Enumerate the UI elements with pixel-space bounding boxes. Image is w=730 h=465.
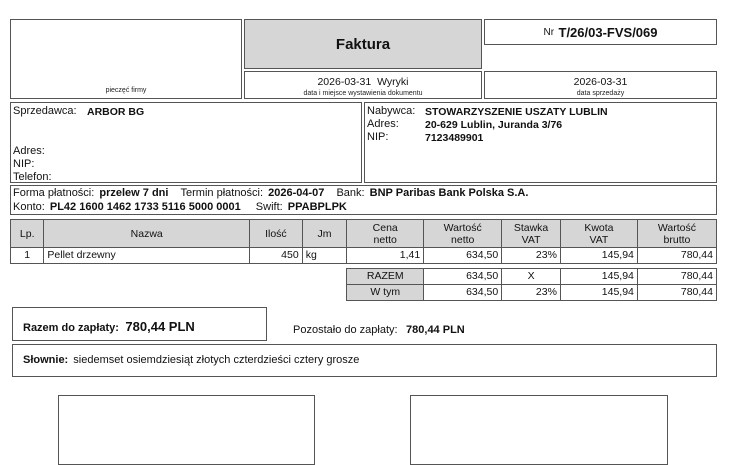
seller-label: Sprzedawca: xyxy=(13,105,77,117)
swift-code: PPABPLPK xyxy=(287,201,347,213)
row-net: 634,50 xyxy=(424,248,502,264)
amount-in-words-line xyxy=(23,354,359,366)
account-label: Konto: xyxy=(13,201,45,213)
seller-nip-label: NIP: xyxy=(13,158,35,170)
header-price xyxy=(347,220,424,248)
header-gross-line1: Wartość xyxy=(657,221,697,234)
items-table xyxy=(10,219,717,301)
row-lp: 1 xyxy=(11,248,44,264)
payment-line-2 xyxy=(13,201,347,213)
issuer-signature-box xyxy=(58,395,315,465)
header-net-line1: Wartość xyxy=(443,221,482,234)
header-vat-line2: VAT xyxy=(589,233,609,246)
header-lp: Lp. xyxy=(11,220,44,248)
buyer-nip-label: NIP: xyxy=(367,131,389,143)
invoice-number: T/26/03-FVS/069 xyxy=(558,25,658,40)
invoice-number-prefix: Nr xyxy=(543,27,555,38)
amount-due-label: Razem do zapłaty: xyxy=(23,322,119,334)
receiver-signature-box xyxy=(410,395,668,465)
payment-form-label: Forma płatności: xyxy=(13,187,95,199)
header-price-line1: Cena xyxy=(372,221,398,234)
breakdown-net: 634,50 xyxy=(424,285,502,301)
payment-term-label: Termin płatności: xyxy=(180,187,264,199)
table-row xyxy=(11,248,717,264)
invoice-number-line xyxy=(485,24,716,42)
sale-date: 2026-03-31 xyxy=(573,76,628,88)
row-rate: 23% xyxy=(502,248,561,264)
seller-name: ARBOR BG xyxy=(87,106,145,118)
sale-date-box xyxy=(484,71,717,99)
total-gross: 780,44 xyxy=(637,269,716,285)
remaining-label: Pozostało do zapłaty: xyxy=(293,324,398,336)
header-net xyxy=(424,220,502,248)
amount-in-words: siedemset osiemdziesiąt złotych czterdzieści cztery grosze xyxy=(73,354,360,366)
row-vat: 145,94 xyxy=(560,248,637,264)
breakdown-vat: 145,94 xyxy=(560,285,637,301)
amount-due-line xyxy=(23,318,195,336)
total-row xyxy=(11,269,717,285)
seller-phone-label: Telefon: xyxy=(13,171,52,183)
table-header-row xyxy=(11,220,717,248)
buyer-address: 20-629 Lublin, Juranda 3/76 xyxy=(425,119,563,131)
company-stamp-label: pieczęć firmy xyxy=(105,87,147,94)
header-unit: Jm xyxy=(302,220,347,248)
row-unit: kg xyxy=(302,248,347,264)
header-vat xyxy=(560,220,637,248)
remaining-amount: 780,44 PLN xyxy=(406,324,465,336)
buyer-nip: 7123489901 xyxy=(425,132,484,144)
total-rate: X xyxy=(502,269,561,285)
issue-date: 2026-03-31 xyxy=(317,76,372,88)
seller-box xyxy=(10,102,362,183)
seller-address-label: Adres: xyxy=(13,145,45,157)
payment-form: przelew 7 dni xyxy=(99,187,169,199)
swift-label: Swift: xyxy=(255,201,283,213)
header-net-line2: netto xyxy=(451,233,475,246)
payment-line-1 xyxy=(13,187,528,199)
total-net: 634,50 xyxy=(424,269,502,285)
buyer-address-label: Adres: xyxy=(367,118,399,130)
header-rate xyxy=(502,220,561,248)
header-price-line2: netto xyxy=(373,233,397,246)
amount-due: 780,44 PLN xyxy=(125,319,195,334)
document-title-box xyxy=(244,19,482,69)
breakdown-gross: 780,44 xyxy=(637,285,716,301)
amount-due-box xyxy=(12,307,267,341)
header-rate-line1: Stawka xyxy=(513,221,549,234)
buyer-box xyxy=(364,102,717,183)
company-stamp-box xyxy=(10,19,242,99)
bank-name: BNP Paribas Bank Polska S.A. xyxy=(369,187,529,199)
row-price: 1,41 xyxy=(347,248,424,264)
buyer-label: Nabywca: xyxy=(367,105,416,117)
header-rate-line2: VAT xyxy=(521,233,541,246)
payment-box xyxy=(10,185,717,215)
document-title: Faktura xyxy=(335,36,391,53)
header-name: Nazwa xyxy=(44,220,250,248)
header-gross xyxy=(637,220,716,248)
words-label: Słownie: xyxy=(23,354,69,366)
amount-in-words-box xyxy=(12,344,717,377)
breakdown-label: W tym xyxy=(347,285,424,301)
remaining-line xyxy=(293,320,465,338)
payment-term: 2026-04-07 xyxy=(268,187,325,199)
bank-label: Bank: xyxy=(336,187,365,199)
row-gross: 780,44 xyxy=(637,248,716,264)
total-vat: 145,94 xyxy=(560,269,637,285)
header-gross-line2: brutto xyxy=(663,233,691,246)
breakdown-row xyxy=(11,285,717,301)
header-vat-line1: Kwota xyxy=(584,221,614,234)
row-qty: 450 xyxy=(250,248,303,264)
account-number: PL42 1600 1462 1733 5116 5000 0001 xyxy=(49,201,241,213)
issue-date-box xyxy=(244,71,482,99)
issue-place: Wyryki xyxy=(377,76,409,88)
sale-caption: data sprzedaży xyxy=(576,90,625,97)
header-qty: Ilość xyxy=(250,220,303,248)
issue-caption: data i miejsce wystawienia dokumentu xyxy=(303,90,423,97)
total-label: RAZEM xyxy=(347,269,424,285)
row-name: Pellet drzewny xyxy=(44,248,250,264)
breakdown-rate: 23% xyxy=(502,285,561,301)
buyer-name: STOWARZYSZENIE USZATY LUBLIN xyxy=(425,106,608,118)
issue-date-line xyxy=(245,76,481,88)
invoice-number-box xyxy=(484,19,717,45)
